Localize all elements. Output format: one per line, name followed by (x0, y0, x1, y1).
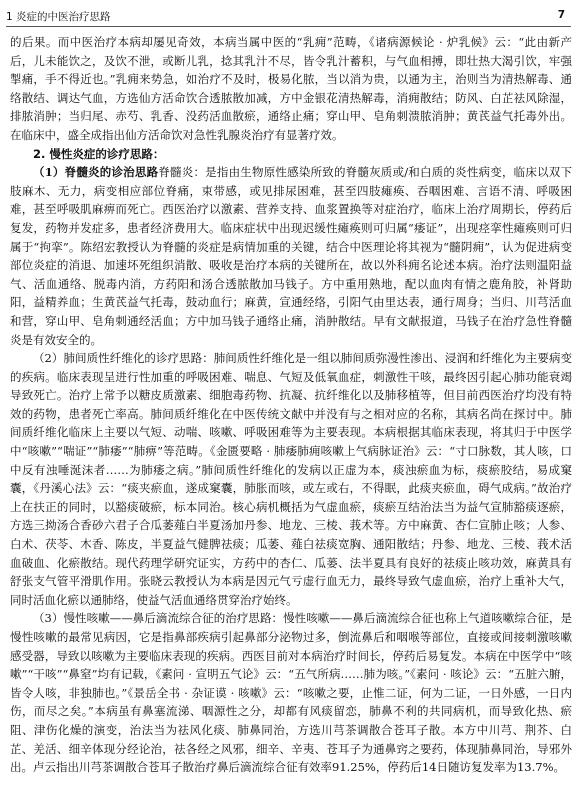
page-number: 7 (557, 9, 565, 21)
running-header (6, 6, 571, 27)
body-text (10, 33, 572, 777)
chapter-title: 1 炎症的中医治疗思路 (6, 11, 111, 23)
paragraph-myelitis-body: 脊髓炎：是指由生物原性感染所致的脊髓灰质或/和白质的炎性病变，临床以双下肢麻木、无力，病变相应部位脊痛，束带感，或见排尿困难，甚至四肢瘫痪、吞咽困难、言语不清、呼吸困难，甚至呼吸肌麻痹而死亡。西医治疗以激素、营养支持、血浆置换等对症治疗，临床上治疗周期长，停药后复发，药物并发症多，患者经济费用大。临床症状中出现迟缓性瘫痪则可归属“痿证”，出现痉挛性瘫痪则可归属于“拘挛”。陈绍宏教授认为脊髓的炎症是病情加重的关键，结合中医理论将其视为“髓阴痈”，认为促进病变部位炎症的消退、加速坏死组织消散、吸收是治疗本病的关键所在，故以外科痈名论述本病。治疗法则温阳益气、活血通络、脱毒内消，方药阳和汤合透脓散加马钱子。方中重用熟地，配以血肉有情之鹿角胶，补肾助阳，益精养血；生黄芪益气托毒，鼓动血行；麻黄，宣通经络，引阳气由里达表，通行周身；当归、川芎活血和营，穿山甲、皂角刺通经活血；方中加马钱子通络止痛，消肿散结。早有文献报道，马钱子在治疗急性脊髓炎是有效安全的。 (10, 165, 572, 347)
section-heading-chronic-inflammation: 2. 慢性炎症的诊疗思路： (33, 146, 165, 161)
paragraph-acute-mastitis: 的后果。而中医治疗本病却屡见奇效，本病当属中医的“乳痈”范畴，《诸病源候论 · 炉乳候》云：“此由新产后，儿未能饮之，及饮不泄，或断儿乳，捻其乳汁不尽，皆令乳汁蓄积，与气血相搏，即壮热大渴引饮，牢强掣痛，手不得近也。”乳痈来势急，如治疗不及时，极易化脓，当以消为贵，以通为主，治则当为清热解毒、通络散结、调达气血，方选仙方活命饮合透脓散加减，方中金银花清热解毒，消痈散结；防风、白芷祛风除湿，排脓消肿；当归尾、赤芍、乳香、没药活血散瘀，通络止痛；穿山甲、皂角刺溃脓消肿；黄芪益气托毒外出。在临床中，盛全成指出仙方活命饮对急性乳腺炎治疗有显著疗效。 (10, 35, 572, 142)
paragraph-chronic-cough: （3）慢性咳嗽——鼻后滴流综合征的治疗思路：慢性咳嗽——鼻后滴流综合征也称上气道咳嗽综合征，是慢性咳嗽的最常见病因，它是指鼻部疾病引起鼻部分泌物过多，倒流鼻后和咽喉等部位，直接或间接刺激咳嗽感受器，导致以咳嗽为主要临床表现的疾病。西医目前对本病治疗时间长，停药后易复发。本病在中医学中“咳嗽”“干咳”“鼻窒”均有记载，《素问 · 宣明五气论》云：“五气所病……肺为咳。”《素问 · 咳论》云：“五脏六腑，皆令人咳，非独肺也。”《景岳全书 · 杂证谟 · 咳嗽》云：“咳嗽之要，止惟二证，何为二证，一日外感，一日内伤，而尽之矣。”本病虽有鼻塞流涕、咽源性之分，却都有风痰留恋，肺鼻不利的共同病机，而导致化热、瘀阻、津伤化燥的演变，治法当为祛风化痰、肺鼻同治，方选川芎茶调散合苍耳子散。本方中川芎、荆芥、白芷、羌活、细辛体现分经论治，祛各经之风邪，细辛、辛夷、苍耳子为通鼻窍之要药，体现肺鼻同治，导邪外出。卢云指出川芎茶调散合苍耳子散治疗鼻后滴流综合征有效率91.25%，停药后14日随访复发率为13.7%。 (10, 611, 572, 775)
paragraph-pulmonary-fibrosis: （2）肺间质性纤维化的诊疗思路：肺间质性纤维化是一组以肺间质弥漫性渗出、浸润和纤维化为主要病变的疾病。临床表现呈进行性加重的呼吸困难、喘息、气短及低氧血症，刺激性干咳，最终因引起心肺功能衰竭导致死亡。治疗上常予以糖皮质激素、细胞毒药物、抗凝、抗纤维化以及肺移植等，但目前西医治疗均没有特效的药物，患者死亡率高。肺间质纤维化在中医传统文献中并没有与之相对应的名称，其病名尚在探讨中。肺间质纤维化临床上主要以气短、动喘、咳嗽、呼吸困难等为主要表现。本病根据其临床表现，将其归于中医学中“咳嗽”“喘证”“肺痿”“肺痹”等范畴。《金匮要略 · 肺痿肺痈咳嗽上气病脉证治》云：“寸口脉数，其人咳，口中反有浊唾涎沫者……为肺痿之病。”肺间质性纤维化的发病以正虚为本，痰浊瘀血为标，痰瘀胶结，易成窠囊，《丹溪心法》云：“痰夹瘀血，遂成窠囊，肺胀而咳，或左或右，不得眠，此痰夹瘀血，碍气成病。”故治疗上在扶正的同时，以豁痰破瘀，标本同治。核心病机概括为气虚血瘀，痰瘀互结治法当为益气宣肺豁痰逐瘀，方选三拗汤合香砂六君子合瓜萎薤白半夏汤加丹参、地龙、三棱、莪术等。方中麻黄、杏仁宣肺止咳；人参、白术、茯苓、木香、陈皮，半夏益气健脾祛痰；瓜萎、薤白祛痰宽胸、通阳散结；丹参、地龙、三棱、莪术活血破血、化瘀散结。现代药理学研究证实，方药中的杏仁、瓜蒌、法半夏具有良好的祛痰止咳功效，麻黄具有舒张支气管平滑肌作用。张晓云教授认为本病是因元气亏虚行血无力，最终导致气虚血瘀，治疗上重补大气，同时活血化瘀以通肺络，使益气活血通络贯穿治疗始终。 (10, 351, 572, 607)
paragraph-myelitis (10, 163, 572, 349)
paragraph-myelitis-lead: （1）脊髓炎的诊治思路 (33, 165, 159, 180)
